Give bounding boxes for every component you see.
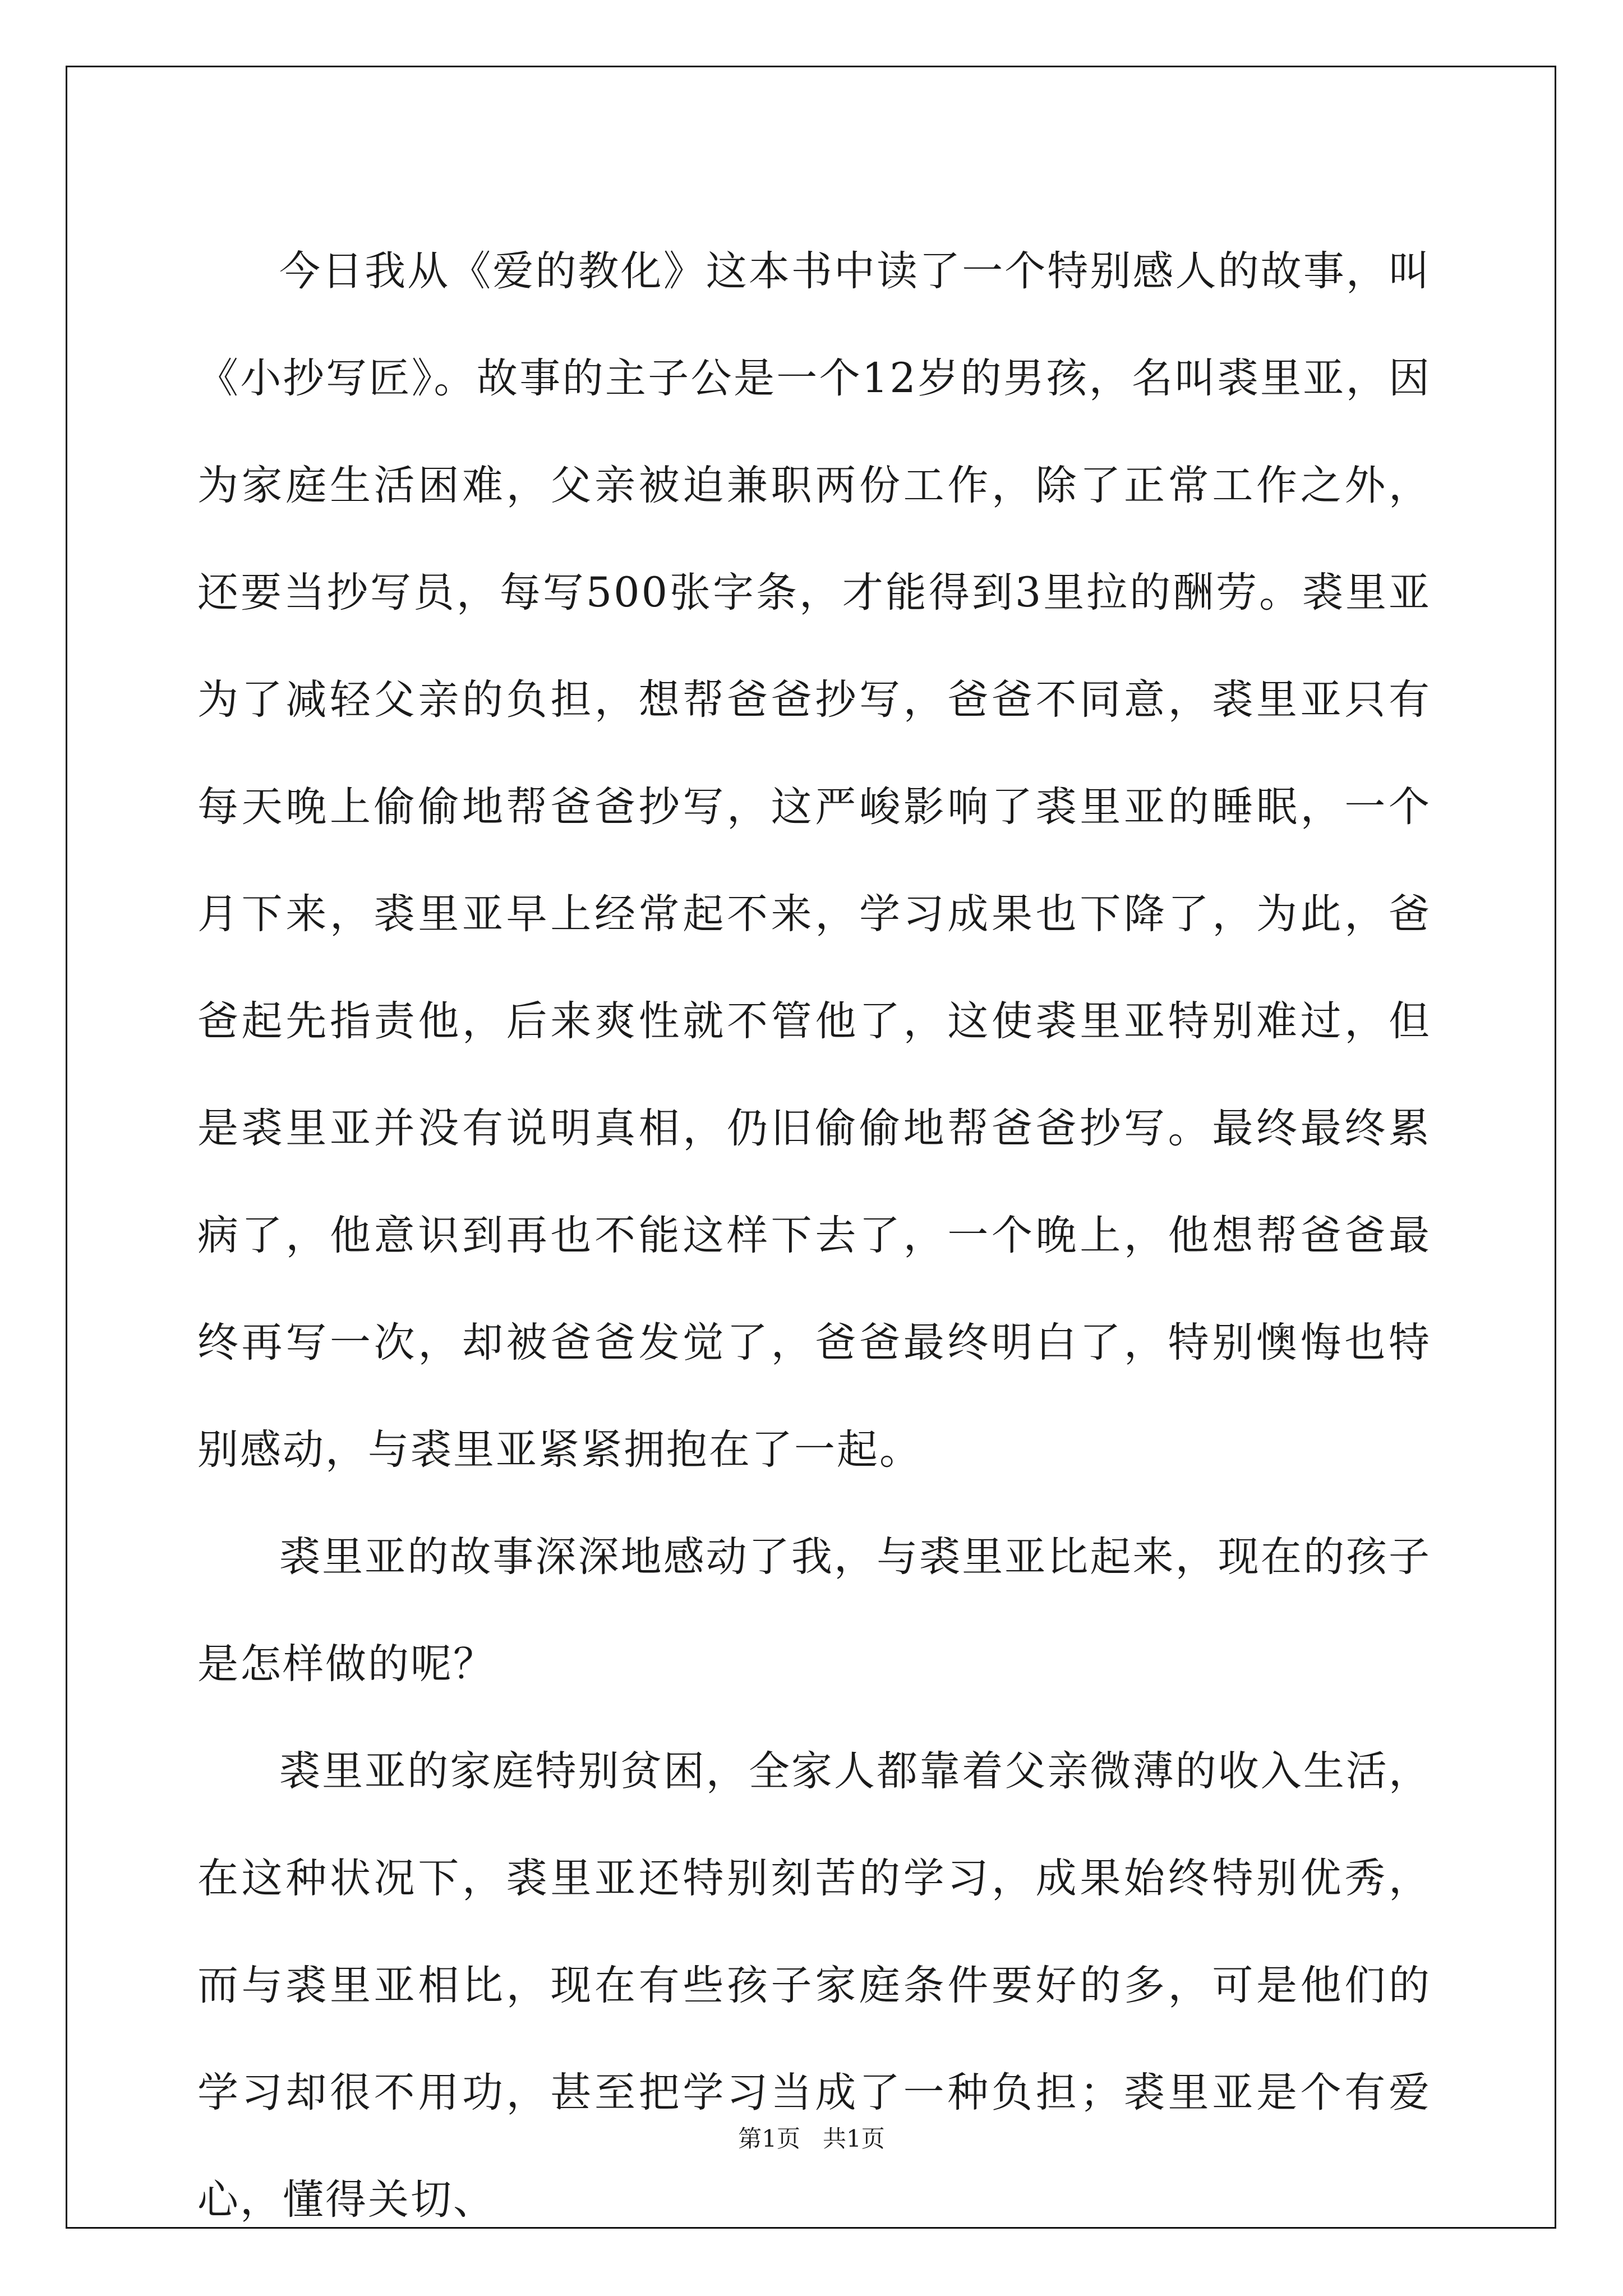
page-total: 共1页 <box>823 2125 885 2152</box>
page-footer <box>0 2120 1623 2154</box>
paragraph-3: 裘里亚的家庭特别贫困，全家人都靠着父亲微薄的收入生活，在这种状况下，裘里亚还特别刻苦的学习，成果始终特别优秀，而与裘里亚相比，现在有些孩子家庭条件要好的多，可是他们的学习却很不用功，甚至把学习当成了一种负担；裘里亚是个有爱心，懂得关切、 <box>197 1747 1431 2224</box>
paragraph-2: 裘里亚的故事深深地感动了我，与裘里亚比起来，现在的孩子是怎样做的呢？ <box>197 1533 1431 1688</box>
page-number: 第1页 <box>738 2125 800 2152</box>
document-body <box>197 218 1431 2253</box>
paragraph-1: 今日我从《爱的教化》这本书中读了一个特别感人的故事，叫《小抄写匠》。故事的主子公是一个12岁的男孩，名叫裘里亚，因为家庭生活困难，父亲被迫兼职两份工作，除了正常工作之外，还要当抄写员，每写500张字条，才能得到3里拉的酬劳。裘里亚为了减轻父亲的负担，想帮爸爸抄写，爸爸不同意，裘里亚只有每天晚上偷偷地帮爸爸抄写，这严峻影响了裘里亚的睡眠，一个月下来，裘里亚早上经常起不来，学习成果也下降了，为此，爸爸起先指责他，后来爽性就不管他了，这使裘里亚特别难过，但是裘里亚并没有说明真相，仍旧偷偷地帮爸爸抄写。最终最终累病了，他意识到再也不能这样下去了，一个晚上，他想帮爸爸最终再写一次，却被爸爸发觉了，爸爸最终明白了，特别懊悔也特别感动，与裘里亚紧紧拥抱在了一起。 <box>197 247 1431 1474</box>
